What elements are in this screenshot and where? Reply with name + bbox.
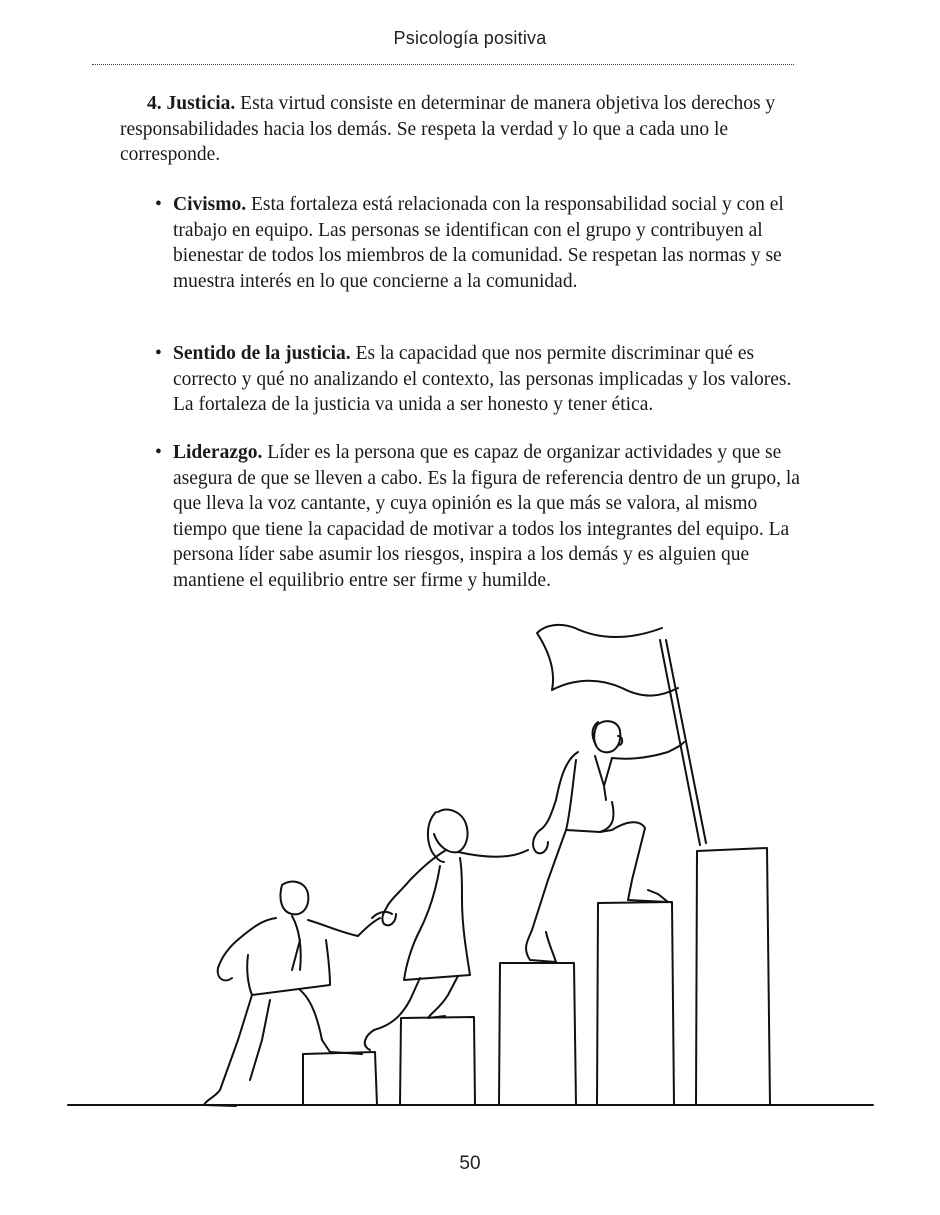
- bullet-term: Liderazgo.: [173, 442, 263, 463]
- section-heading: Justicia.: [166, 93, 236, 114]
- bullet-civismo: [155, 192, 805, 294]
- stair-step-3: [499, 963, 576, 1105]
- stair-step-4: [597, 902, 674, 1105]
- section-number: 4.: [147, 93, 162, 114]
- woman-figure: [365, 810, 528, 1050]
- stair-step-2: [400, 1017, 475, 1105]
- section-body: Esta virtud consiste en determinar de manera objetiva los derechos y responsabilidades hacia los demás. Se respeta la verdad y lo que a cada uno le corresponde.: [120, 93, 776, 165]
- bullet-term: Civismo.: [173, 194, 247, 215]
- header-divider: [92, 64, 794, 65]
- running-head: Psicología positiva: [393, 28, 547, 48]
- bullet-marker: •: [155, 194, 162, 215]
- bullet-text: [173, 341, 805, 418]
- section-paragraph: [120, 91, 780, 168]
- bullet-liderazgo: [155, 440, 805, 593]
- bullet-text: [173, 440, 805, 593]
- flag: [537, 625, 678, 696]
- man-figure: [204, 882, 392, 1106]
- leader-figure: [526, 721, 684, 962]
- page-number: 50: [459, 1153, 481, 1174]
- bullet-description: Es la capacidad que nos permite discriminar qué es correcto y qué no analizando el contexto, las personas implicadas y los valores. La fortaleza de la justicia va unida a ser honesto y tener ética.: [173, 343, 792, 415]
- bullet-marker: •: [155, 343, 162, 364]
- bullet-term: Sentido de la justicia.: [173, 343, 351, 364]
- stair-step-5: [696, 848, 770, 1105]
- bullet-text: [173, 192, 805, 294]
- bullet-marker: •: [155, 442, 162, 463]
- leadership-stairs-illustration: [60, 610, 880, 1115]
- stair-step-1: [303, 1052, 377, 1105]
- bullet-description: Esta fortaleza está relacionada con la responsabilidad social y con el trabajo en equipo. Las personas se identifican con el grupo y contribuyen al bienestar de todos los miembros de la comunidad. Se respetan las normas y se muestra interés en lo que concierne a la comunidad.: [173, 194, 784, 292]
- bullet-sentido-justicia: [155, 341, 805, 418]
- bullet-description: Líder es la persona que es capaz de organizar actividades y que se asegura de que se lleven a cabo. Es la figura de referencia dentro de un grupo, la que lleva la voz cantante, y cuya opinión es la que más se valora, al mismo tiempo que tiene la capacidad de motivar a todos los integrantes del equipo. La persona líder sabe asumir los riesgos, inspira a los demás y es alguien que mantiene el equilibrio entre ser firme y humilde.: [173, 442, 800, 591]
